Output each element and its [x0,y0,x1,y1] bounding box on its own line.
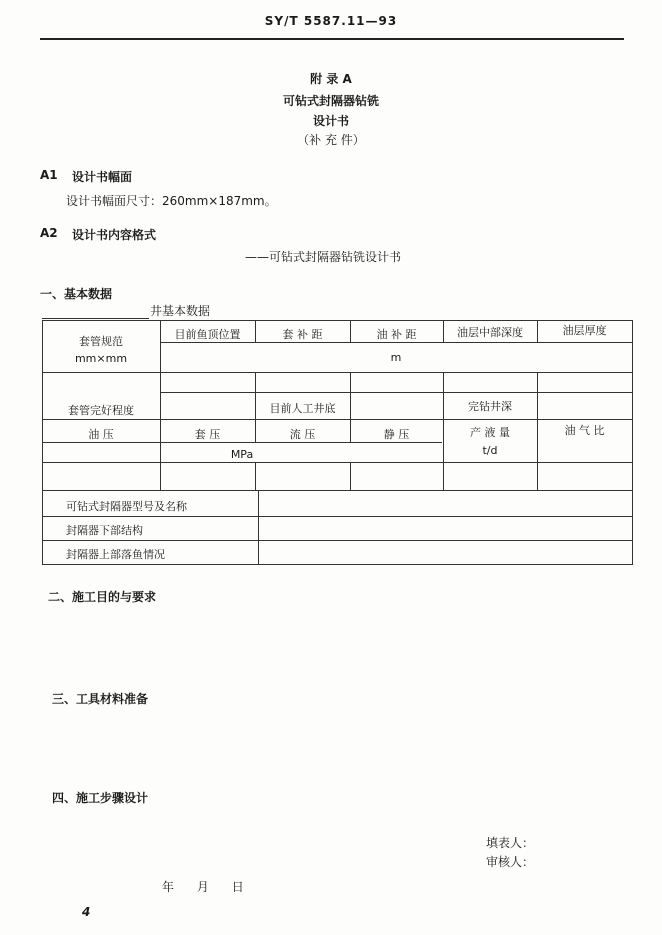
header-rule [40,38,624,40]
a1-text: 设计书幅面尺寸：260mm×187mm。 [66,194,277,208]
cell-casing-unit: mm×mm [74,352,128,365]
a2-label: A2 [40,226,58,240]
page-number: 4 [82,905,91,919]
a2-heading: 设计书内容格式 [72,228,157,242]
cell-unit-mpa: MPa [230,448,254,461]
section3-heading: 三、工具材料准备 [52,692,149,706]
cell-unit-m: m [390,351,402,364]
cell-gas-oil-ratio: 油 气 比 [564,424,605,437]
standard-number: SY/T 5587.11—93 [264,14,398,28]
filler-label: 填表人： [486,836,535,850]
cell-liquid-output: 产 液 量 [470,426,510,439]
date-line: 年 月 日 [162,880,244,894]
cell-liquid-unit: t/d [482,444,498,457]
cell-packer-model: 可钻式封隔器型号及名称 [66,500,187,513]
cell-artificial-bottom: 目前人工井底 [269,402,336,415]
title-line3: （补 充 件） [297,133,365,147]
cell-casing-pressure: 套 压 [194,428,221,441]
section2-heading: 二、施工目的与要求 [48,590,157,604]
cell-flow-pressure: 流 压 [289,428,316,441]
cell-layer-mid-depth: 油层中部深度 [457,326,523,339]
title-line1: 可钻式封隔器钻铣 [282,94,379,108]
section4-heading: 四、施工步骤设计 [52,791,149,805]
title-line2: 设计书 [312,114,349,128]
cell-layer-thickness: 油层厚度 [562,324,607,337]
cell-completion-depth: 完钻井深 [468,400,512,413]
a1-heading: 设计书幅面 [72,170,133,184]
a1-label: A1 [40,168,58,182]
well-data-title: 井基本数据 [150,304,211,318]
a2-subtitle: ——可钻式封隔器钻铣设计书 [245,250,402,264]
cell-oil-pressure: 油 压 [88,428,114,441]
cell-casing-offset: 套 补 距 [282,328,323,341]
well-name-blank [42,318,149,319]
cell-packer-upper-fish: 封隔器上部落鱼情况 [66,548,165,561]
cell-packer-lower: 封隔器下部结构 [66,524,143,537]
appendix-label: 附 录 A [310,72,352,86]
cell-fish-top: 目前鱼顶位置 [174,328,241,341]
cell-casing-condition: 套管完好程度 [68,404,134,417]
cell-static-pressure: 静 压 [383,428,410,441]
section1-heading: 一、基本数据 [40,287,113,301]
cell-oil-offset: 油 补 距 [376,328,417,341]
cell-casing-spec: 套管规范 [79,335,123,348]
reviewer-label: 审核人： [486,855,535,869]
